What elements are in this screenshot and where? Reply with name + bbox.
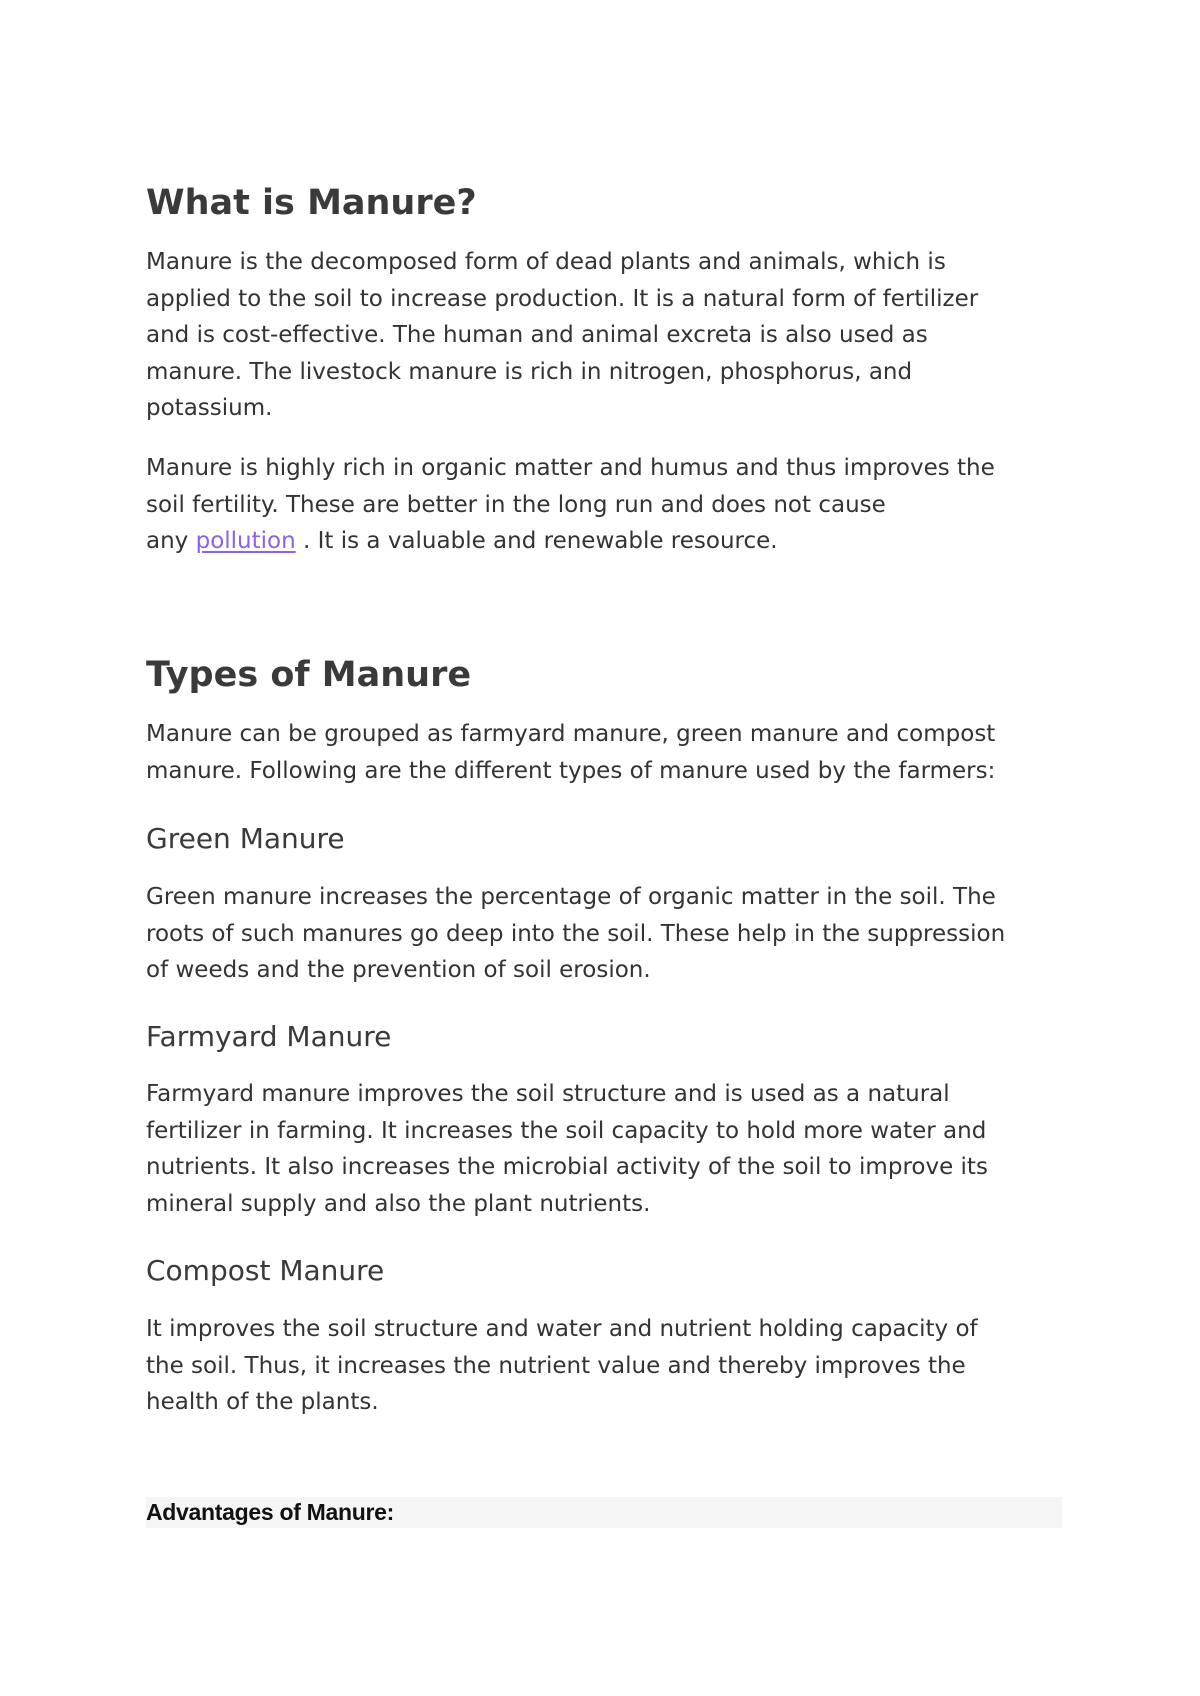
paragraph-farmyard-manure [146,1076,988,1222]
heading-compost-manure: Compost Manure [146,1254,385,1287]
text-line: of weeds and the prevention of soil erosion. [146,957,651,983]
pollution-link[interactable]: pollution [195,528,296,554]
text-line: mineral supply and also the plant nutrients. [146,1190,651,1217]
paragraph-manure-definition [146,244,978,427]
text-line: Manure is the decomposed form of dead plants and animals, which is [146,249,946,275]
paragraph-compost-manure [146,1311,978,1421]
heading-types-of-manure: Types of Manure [146,655,472,695]
paragraph-manure-benefits [146,450,995,560]
advantages-highlight-bar [146,1497,1062,1528]
text-line: Manure is highly rich in organic matter and humus and thus improves the [146,455,995,481]
text-line: manure. The livestock manure is rich in nitrogen, phosphorus, and [146,358,913,385]
text-line: the soil. Thus, it increases the nutrient value and thereby improves the [146,1352,966,1379]
text-line: health of the plants. [146,1389,379,1415]
text-fragment: . It is a valuable and renewable resource. [295,528,778,554]
text-line: Manure can be grouped as farmyard manure, green manure and compost [146,721,996,747]
text-line: roots of such manures go deep into the soil. These help in the suppression [146,920,1006,947]
text-line: potassium. [146,395,273,421]
text-line: and is cost-effective. The human and animal excreta is also used as [146,322,928,348]
text-line: fertilizer in farming. It increases the soil capacity to hold more water and [146,1117,987,1144]
text-line: applied to the soil to increase production. It is a natural form of fertilizer [146,285,979,312]
heading-farmyard-manure: Farmyard Manure [146,1020,392,1053]
text-line: It improves the soil structure and water and nutrient holding capacity of [146,1316,978,1342]
text-line: Green manure increases the percentage of organic matter in the soil. The [146,884,996,910]
text-line: soil fertility. These are better in the long run and does not cause [146,491,886,518]
paragraph-types-intro [146,716,995,789]
heading-green-manure: Green Manure [146,822,345,855]
text-fragment: any [146,528,196,554]
text-line: Farmyard manure improves the soil structure and is used as a natural [146,1081,950,1107]
heading-what-is-manure: What is Manure? [146,183,477,223]
advantages-heading: Advantages of Manure: [146,1499,395,1525]
text-line-with-link [146,523,995,560]
text-line: manure. Following are the different types of manure used by the farmers: [146,757,996,784]
paragraph-green-manure [146,879,1005,989]
text-line: nutrients. It also increases the microbial activity of the soil to improve its [146,1154,988,1180]
